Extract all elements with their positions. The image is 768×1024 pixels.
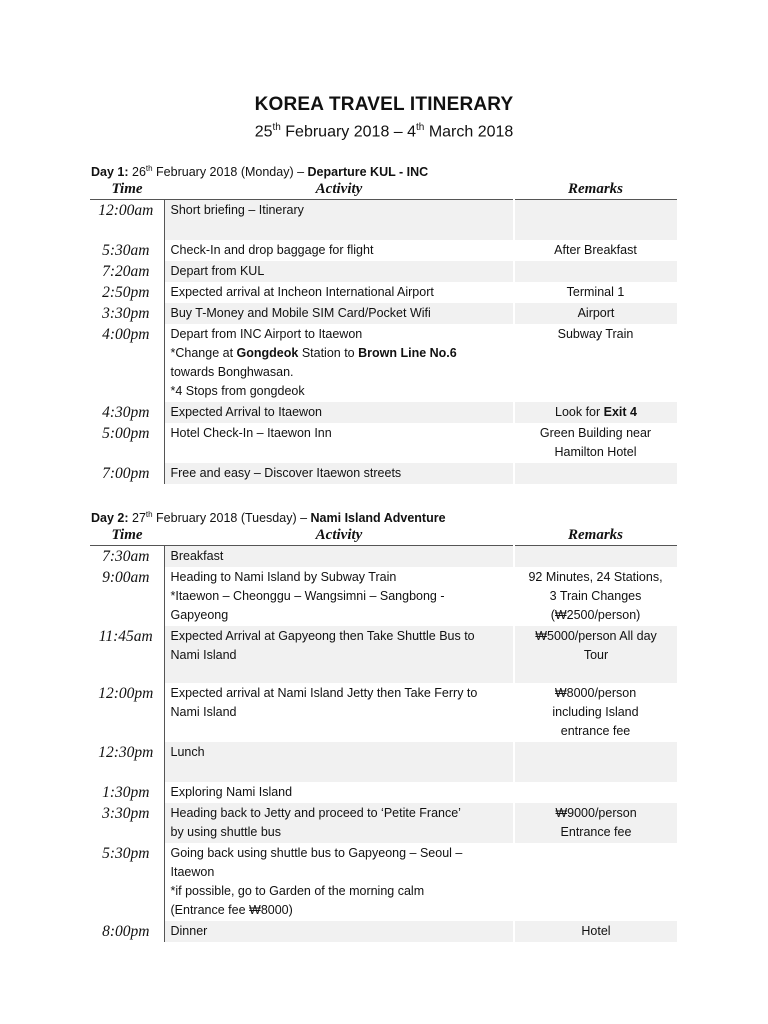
activity-cell: Depart from INC Airport to Itaewon *Change at Gongdeok Station to Brown Line No.6 towards Bonghwasan. *4 Stops from gongdeok [170, 327, 457, 398]
day1-table [90, 181, 677, 484]
table-row [90, 423, 677, 463]
time-cell: 5:30am [90, 240, 164, 261]
time-cell: 5:00pm [90, 423, 164, 463]
table-row [90, 843, 677, 921]
day2-heading: Day 2: 27th February 2018 (Tuesday) – Nami Island Adventure [91, 510, 446, 526]
remark-cell: Look for Exit 4 [514, 402, 677, 423]
remark-cell [514, 200, 677, 241]
table-row [90, 282, 677, 303]
activity-cell: Buy T-Money and Mobile SIM Card/Pocket Wifi [164, 303, 514, 324]
table-row [90, 803, 677, 843]
remark-cell: ₩9000/person Entrance fee [514, 803, 677, 843]
time-cell: 2:50pm [90, 282, 164, 303]
time-cell: 1:30pm [90, 782, 164, 803]
remark-cell: Airport [514, 303, 677, 324]
day2-table [90, 527, 677, 942]
time-cell: 5:30pm [90, 843, 164, 921]
table-row [90, 782, 677, 803]
activity-cell: Expected arrival at Incheon International Airport [170, 285, 434, 299]
table-row [90, 200, 677, 241]
activity-cell: Breakfast [164, 546, 514, 568]
time-cell: 8:00pm [90, 921, 164, 942]
remark-cell: Green Building near Hamilton Hotel [539, 426, 652, 459]
remarks-column-header: Remarks [514, 527, 677, 546]
activity-cell: Lunch [164, 742, 514, 782]
time-cell: 12:00am [90, 200, 164, 241]
time-cell: 7:00pm [90, 463, 164, 484]
table-row [90, 742, 677, 782]
time-column-header: Time [90, 527, 164, 546]
remark-cell [514, 463, 677, 484]
remark-cell [514, 546, 677, 568]
remark-cell [514, 261, 677, 282]
time-cell: 11:45am [90, 626, 164, 683]
remark-cell: ₩5000/person All day Tour [514, 626, 677, 683]
table-row [90, 261, 677, 282]
remark-cell [514, 782, 677, 803]
activity-cell: Depart from KUL [164, 261, 514, 282]
activity-cell: Check-In and drop baggage for flight [170, 243, 374, 257]
activity-cell: Exploring Nami Island [170, 785, 293, 799]
remark-cell: Subway Train [557, 327, 634, 341]
day2-header-row [90, 527, 677, 546]
time-cell: 3:30pm [90, 803, 164, 843]
time-cell: 7:30am [90, 546, 164, 568]
time-cell: 4:00pm [90, 324, 164, 402]
table-row [90, 240, 677, 261]
table-row [90, 683, 677, 742]
table-row [90, 626, 677, 683]
remark-cell: 92 Minutes, 24 Stations, 3 Train Changes (₩2500/person) [528, 570, 663, 622]
table-row [90, 463, 677, 484]
table-row [90, 567, 677, 626]
activity-cell: Dinner [164, 921, 514, 942]
page-subtitle: 25th February 2018 – 4th March 2018 [254, 122, 514, 141]
activity-cell: Expected Arrival to Itaewon [164, 402, 514, 423]
table-row [90, 921, 677, 942]
table-row [90, 546, 677, 568]
remarks-column-header: Remarks [514, 181, 677, 200]
time-cell: 7:20am [90, 261, 164, 282]
page-title: KOREA TRAVEL ITINERARY [254, 94, 514, 115]
remark-cell: Hotel [514, 921, 677, 942]
activity-cell: Expected arrival at Nami Island Jetty then Take Ferry to Nami Island [170, 686, 478, 719]
table-row [90, 402, 677, 423]
remark-cell: After Breakfast [554, 243, 637, 257]
time-cell: 3:30pm [90, 303, 164, 324]
time-cell: 9:00am [90, 567, 164, 626]
remark-cell [514, 843, 677, 921]
table-row [90, 324, 677, 402]
activity-cell: Heading to Nami Island by Subway Train *Itaewon – Cheonggu – Wangsimni – Sangbong - Gapyeong [170, 570, 445, 622]
time-column-header: Time [90, 181, 164, 200]
day1-header-row [90, 181, 677, 200]
day1-heading: Day 1: 26th February 2018 (Monday) – Departure KUL - INC [91, 164, 429, 180]
time-cell: 4:30pm [90, 402, 164, 423]
activity-cell: Hotel Check-In – Itaewon Inn [170, 426, 332, 440]
activity-cell: Free and easy – Discover Itaewon streets [164, 463, 514, 484]
activity-cell: Short briefing – Itinerary [164, 200, 514, 241]
remark-cell [514, 742, 677, 782]
activity-cell: Heading back to Jetty and proceed to ‘Petite France’ by using shuttle bus [164, 803, 514, 843]
activity-cell: Expected Arrival at Gapyeong then Take Shuttle Bus to Nami Island [164, 626, 514, 683]
time-cell: 12:30pm [90, 742, 164, 782]
remark-cell: ₩8000/person including Island entrance fee [552, 686, 639, 738]
remark-cell: Terminal 1 [566, 285, 625, 299]
activity-cell: Going back using shuttle bus to Gapyeong – Seoul – Itaewon *if possible, go to Garden of the morning calm (Entrance fee ₩8000) [170, 846, 463, 917]
activity-column-header: Activity [164, 527, 514, 546]
activity-column-header: Activity [164, 181, 514, 200]
table-row [90, 303, 677, 324]
time-cell: 12:00pm [90, 683, 164, 742]
